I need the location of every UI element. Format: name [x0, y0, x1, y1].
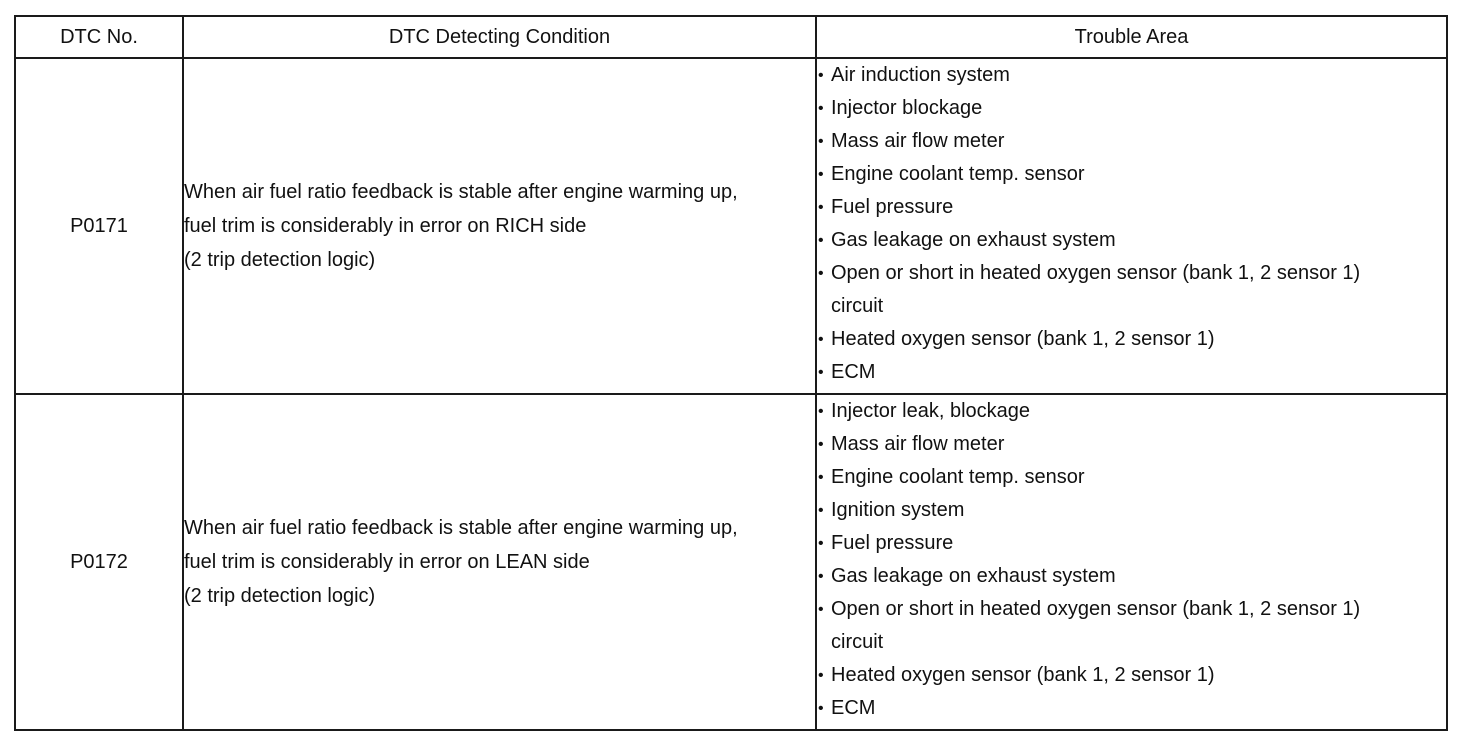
list-item — [817, 92, 1446, 125]
condition-line: fuel trim is considerably in error on LEAN side — [184, 551, 590, 573]
trouble-item-text: Ignition system — [831, 499, 965, 521]
bullet-icon: • — [818, 232, 824, 249]
dtc-code: P0171 — [15, 58, 183, 394]
trouble-area — [816, 58, 1447, 394]
bullet-icon: • — [818, 166, 824, 183]
list-item — [817, 125, 1446, 158]
trouble-item-text: Mass air flow meter — [831, 130, 1005, 152]
bullet-icon: • — [818, 364, 824, 381]
dtc-table — [14, 15, 1448, 731]
list-item — [817, 224, 1446, 257]
condition-line: When air fuel ratio feedback is stable after engine warming up, — [184, 181, 738, 203]
trouble-item-text: Fuel pressure — [831, 196, 954, 218]
trouble-item-text: Gas leakage on exhaust system — [831, 565, 1116, 587]
bullet-icon: • — [818, 700, 824, 717]
trouble-item-text: Open or short in heated oxygen sensor (bank 1, 2 sensor 1) — [831, 598, 1361, 620]
list-item — [817, 191, 1446, 224]
trouble-item-text: Injector leak, blockage — [831, 400, 1031, 422]
list-item — [817, 494, 1446, 527]
trouble-item-text: Open or short in heated oxygen sensor (bank 1, 2 sensor 1) — [831, 262, 1361, 284]
table-row — [15, 58, 1447, 394]
trouble-item-continuation: circuit — [831, 631, 884, 653]
bullet-icon: • — [818, 469, 824, 486]
trouble-item-text: Heated oxygen sensor (bank 1, 2 sensor 1) — [831, 328, 1215, 350]
header-dtc-no: DTC No. — [15, 16, 183, 58]
list-item — [817, 158, 1446, 191]
trouble-item-text: Injector blockage — [831, 97, 983, 119]
bullet-icon: • — [818, 67, 824, 84]
bullet-icon: • — [818, 133, 824, 150]
list-item — [817, 257, 1446, 323]
bullet-icon: • — [818, 403, 824, 420]
bullet-icon: • — [818, 667, 824, 684]
bullet-icon: • — [818, 568, 824, 585]
bullet-icon: • — [818, 436, 824, 453]
condition-line: (2 trip detection logic) — [184, 585, 376, 607]
trouble-item-text: Fuel pressure — [831, 532, 954, 554]
trouble-item-text: Air induction system — [831, 64, 1010, 86]
bullet-icon: • — [818, 535, 824, 552]
condition-line: fuel trim is considerably in error on RICH side — [184, 215, 587, 237]
trouble-item-text: Heated oxygen sensor (bank 1, 2 sensor 1) — [831, 664, 1215, 686]
header-detecting-condition: DTC Detecting Condition — [183, 16, 816, 58]
trouble-item-continuation: circuit — [831, 295, 884, 317]
list-item — [817, 323, 1446, 356]
detecting-condition — [183, 58, 816, 394]
table-row — [15, 394, 1447, 730]
detecting-condition — [183, 394, 816, 730]
list-item — [817, 428, 1446, 461]
list-item — [817, 356, 1446, 389]
dtc-code: P0172 — [15, 394, 183, 730]
list-item — [817, 59, 1446, 92]
header-row — [15, 16, 1447, 58]
list-item — [817, 692, 1446, 725]
trouble-area — [816, 394, 1447, 730]
trouble-item-text: ECM — [831, 361, 876, 383]
list-item — [817, 593, 1446, 659]
list-item — [817, 659, 1446, 692]
list-item — [817, 395, 1446, 428]
trouble-item-text: ECM — [831, 697, 876, 719]
list-item — [817, 560, 1446, 593]
bullet-icon: • — [818, 331, 824, 348]
bullet-icon: • — [818, 601, 824, 618]
bullet-icon: • — [818, 502, 824, 519]
trouble-area-list — [817, 59, 1446, 389]
list-item — [817, 461, 1446, 494]
trouble-item-text: Mass air flow meter — [831, 433, 1005, 455]
header-trouble-area: Trouble Area — [816, 16, 1447, 58]
trouble-item-text: Engine coolant temp. sensor — [831, 466, 1085, 488]
list-item — [817, 527, 1446, 560]
bullet-icon: • — [818, 265, 824, 282]
bullet-icon: • — [818, 199, 824, 216]
condition-line: When air fuel ratio feedback is stable after engine warming up, — [184, 517, 738, 539]
bullet-icon: • — [818, 100, 824, 117]
trouble-item-text: Engine coolant temp. sensor — [831, 163, 1085, 185]
trouble-item-text: Gas leakage on exhaust system — [831, 229, 1116, 251]
condition-line: (2 trip detection logic) — [184, 249, 376, 271]
trouble-area-list — [817, 395, 1446, 725]
